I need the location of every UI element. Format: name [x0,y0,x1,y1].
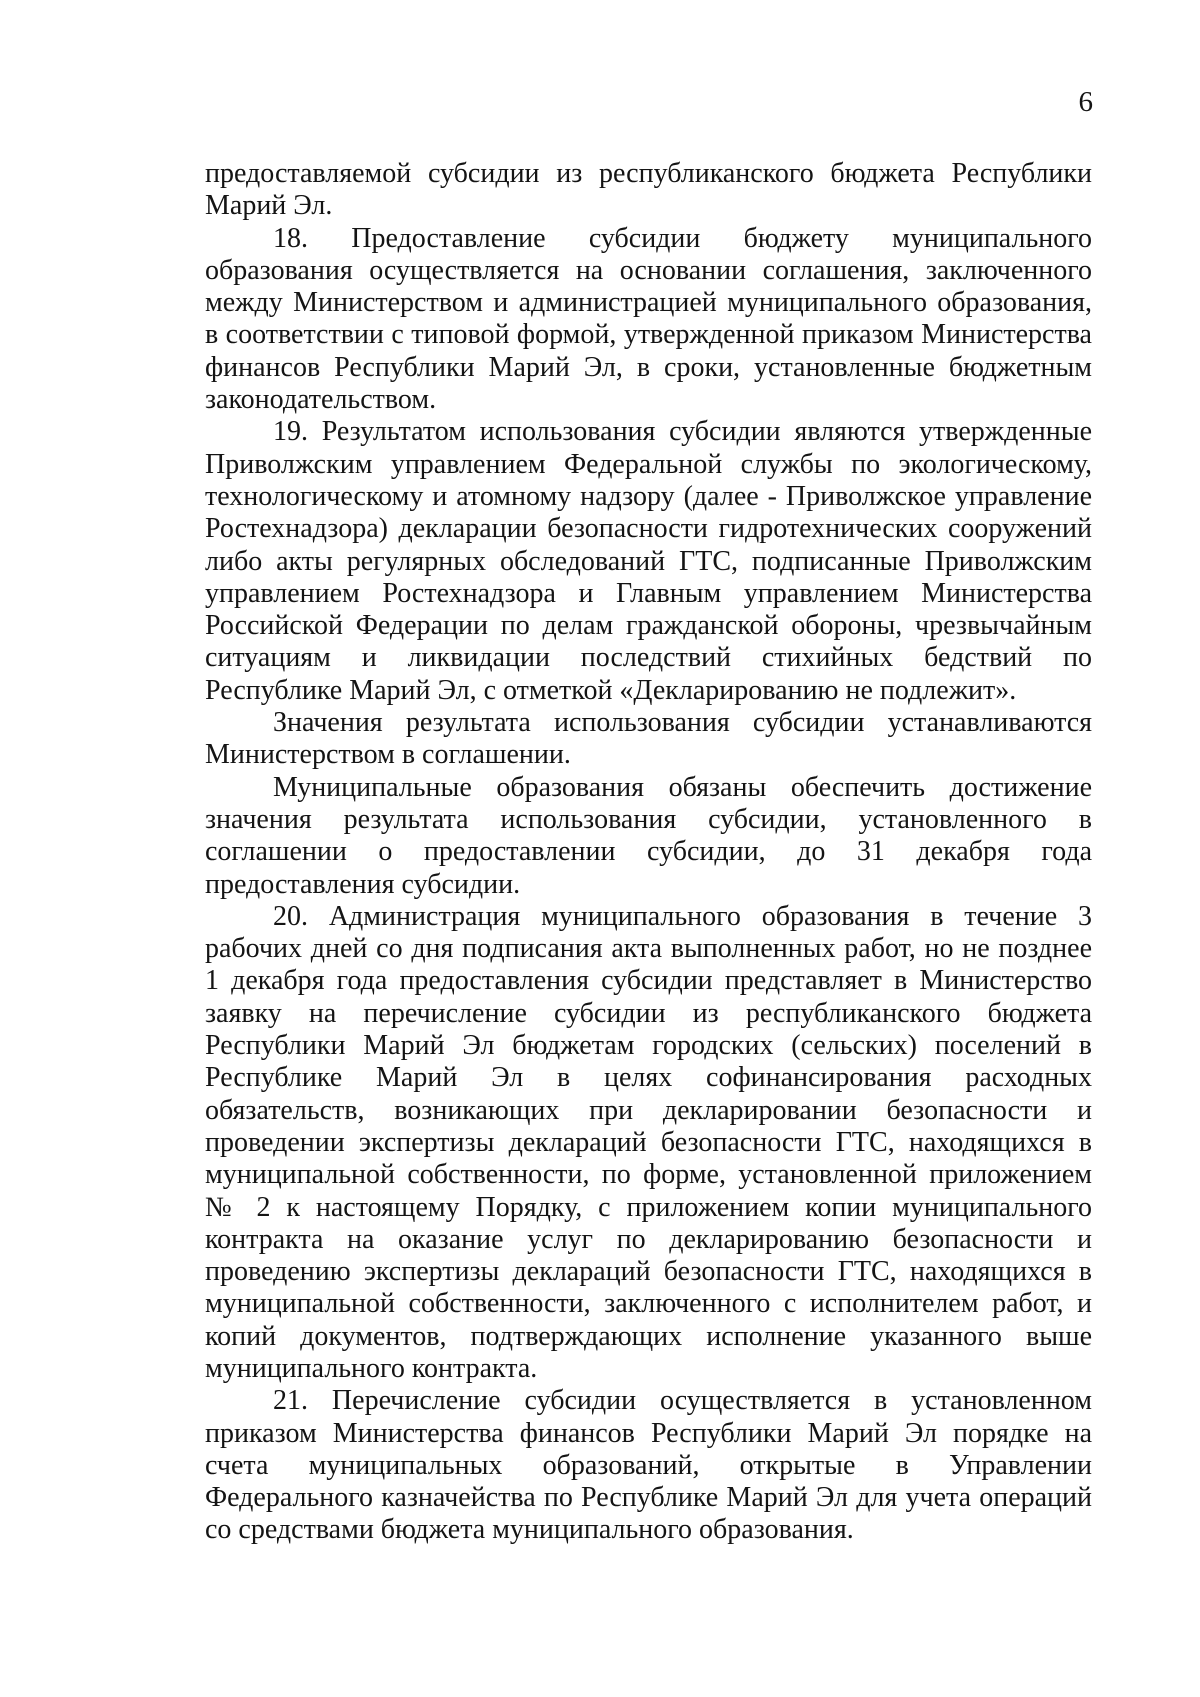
paragraph-text: Муниципальные образования обязаны обеспечить достижение значения результата использования субсидии, установленного в соглашении о предоставлении субсидии, до 31 декабря года предоставления субсидии. [205,771,1092,900]
paragraph-19-obligation [205,772,1092,901]
paragraph-text: Администрация муниципального образования в течение 3 рабочих дней со дня подписания акта выполненных работ, но не позднее 1 декабря года предоставления субсидии представляет в Министерство заявку на перечисление субсидии из республиканского бюджета Республики Марий Эл бюджетам городских (сельских) поселений в Республике Марий Эл в целях софинансирования расходных обязательств, возникающих при декларировании безопасности и проведении экспертизы деклараций безопасности ГТС, находящихся в муниципальной собственности, по форме, установленной приложением № 2 к настоящему Порядку, с приложением копии муниципального контракта на оказание услуг по декларированию безопасности и проведению экспертизы деклараций безопасности ГТС, находящихся в муниципальной собственности, заключенного с исполнителем работ, и копий документов, подтверждающих исполнение указанного выше муниципального контракта. [205,900,1092,1384]
paragraph-18 [205,223,1092,417]
paragraph-continuation [205,158,1092,223]
paragraph-number: 21. [273,1385,308,1417]
paragraph-number: 18. [273,222,308,254]
paragraph-text: Перечисление субсидии осуществляется в установленном приказом Министерства финансов Республики Марий Эл порядке на счета муниципальных образований, открытые в Управлении Федерального казначейства по Республике Марий Эл для учета операций со средствами бюджета муниципального образования. [205,1385,1092,1546]
paragraph-text: Значения результата использования субсидии устанавливаются Министерством в соглашении. [205,707,1092,771]
paragraph-text: предоставляемой субсидии из республиканского бюджета Республики Марий Эл. [205,158,1092,222]
paragraph-text: Предоставление субсидии бюджету муниципального образования осуществляется на основании соглашения, заключенного между Министерством и администрацией муниципального образования, в соответствии с типовой формой, утвержденной приказом Министерства финансов Республики Марий Эл, в сроки, установленные бюджетным законодательством. [205,222,1092,416]
paragraph-19 [205,416,1092,707]
document-body [205,158,1092,1547]
paragraph-19-result-values [205,707,1092,772]
page-number: 6 [1078,86,1093,118]
paragraph-20 [205,901,1092,1385]
paragraph-number: 20. [273,900,308,932]
paragraph-number: 19. [273,416,308,448]
paragraph-21 [205,1385,1092,1546]
paragraph-text: Результатом использования субсидии являются утвержденные Приволжским управлением Федеральной службы по экологическому, технологическому и атомному надзору (далее - Приволжское управление Ростехнадзора) декларации безопасности гидротехнических сооружений либо акты регулярных обследований ГТС, подписанные Приволжским управлением Ростехнадзора и Главным управлением Министерства Российской Федерации по делам гражданской обороны, чрезвычайным ситуациям и ликвидации последствий стихийных бедствий по Республике Марий Эл, с отметкой «Декларированию не подлежит». [205,416,1093,706]
